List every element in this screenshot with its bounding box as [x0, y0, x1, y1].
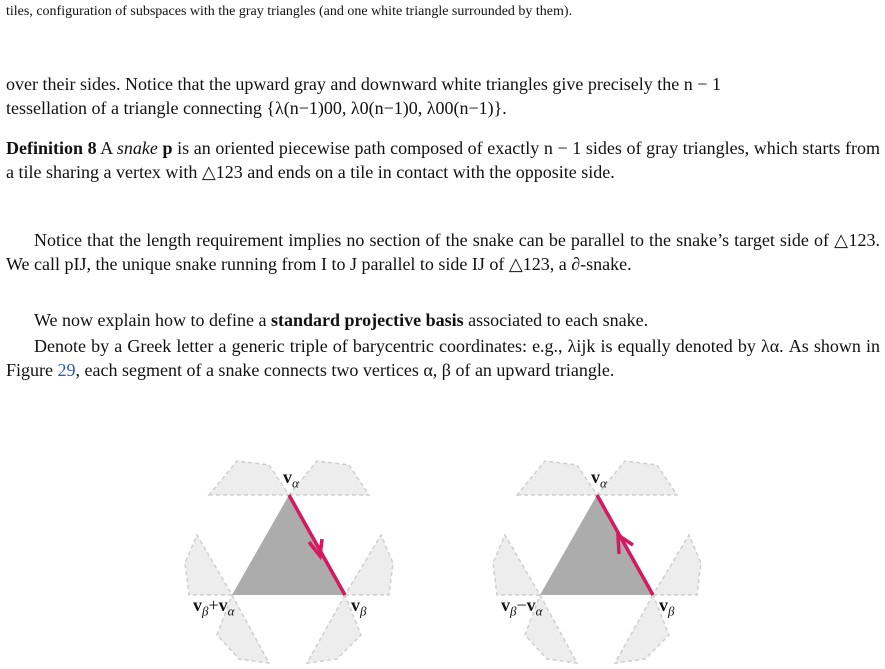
- ghost-triangle-top-left: [209, 461, 289, 495]
- definition-term: snake: [116, 138, 158, 158]
- paragraph-text: , each segment of a snake connects two vertices α, β of an upward triangle.: [75, 360, 615, 380]
- ghost-triangle-top-left: [517, 461, 597, 495]
- gray-upward-triangle: [540, 495, 653, 595]
- ghost-triangle-top-right: [597, 461, 677, 495]
- figure-29-link[interactable]: 29: [57, 360, 76, 380]
- paragraph-line: over their sides. Notice that the upward gray and downward white triangles give precisely the n − 1: [6, 74, 721, 94]
- ghost-triangle-right: [345, 535, 393, 595]
- ghost-triangle-top-right: [289, 461, 369, 495]
- paragraph-greek-letter: [6, 334, 880, 382]
- paragraph-text: associated to each snake.: [463, 310, 649, 330]
- paragraph-tessellation: [6, 72, 880, 120]
- ghost-triangle-right: [653, 535, 701, 595]
- figure-caption-tail: tiles, configuration of subspaces with the gray triangles (and one white triangle surrounded by them).: [6, 4, 573, 19]
- definition-text: A: [96, 138, 117, 158]
- figure-snake-up: [485, 455, 705, 664]
- figure-snake-down: [177, 455, 397, 664]
- paragraph-text: We now explain how to define a: [34, 310, 271, 330]
- paragraph-standard-basis: [6, 308, 880, 332]
- definition-body: is an oriented piecewise path composed of exactly n − 1 sides of gray triangles, which starts from a tile sharing a vertex with △123 and ends on a tile in contact with the opposite side.: [6, 138, 880, 182]
- standard-projective-basis-term: standard projective basis: [270, 310, 464, 330]
- vertex-label-bottom-right: $v_\beta$: [351, 595, 367, 619]
- paragraph-text: Denote by a Greek letter a generic triple of barycentric coordinates: e.g., λijk is equally denoted by λα. As shown in Figure: [6, 336, 880, 380]
- definition-8: [6, 136, 880, 184]
- ghost-triangle-left: [493, 535, 540, 595]
- ghost-triangle-left: [185, 535, 232, 595]
- vertex-label-bottom-left: $v_\beta-v_\alpha$: [501, 595, 543, 619]
- vertex-label-top: $v_\alpha$: [591, 467, 607, 491]
- definition-heading: Definition 8: [6, 138, 97, 158]
- vertex-label-bottom-right: $v_\beta$: [659, 595, 675, 619]
- vertex-label-top: $v_\alpha$: [283, 467, 299, 491]
- vertex-label-bottom-left: $v_\beta+v_\alpha$: [193, 595, 235, 619]
- paragraph-length-requirement: Notice that the length requirement implies no section of the snake can be parallel to the snake’s target side of △123. We call pIJ, the unique snake running from I to J parallel to side IJ of △123, a ∂-snake.: [6, 230, 880, 274]
- gray-upward-triangle: [232, 495, 345, 595]
- paragraph-line: tessellation of a triangle connecting {λ(n−1)00, λ0(n−1)0, λ00(n−1)}.: [6, 98, 507, 118]
- snake-symbol: p: [157, 138, 173, 158]
